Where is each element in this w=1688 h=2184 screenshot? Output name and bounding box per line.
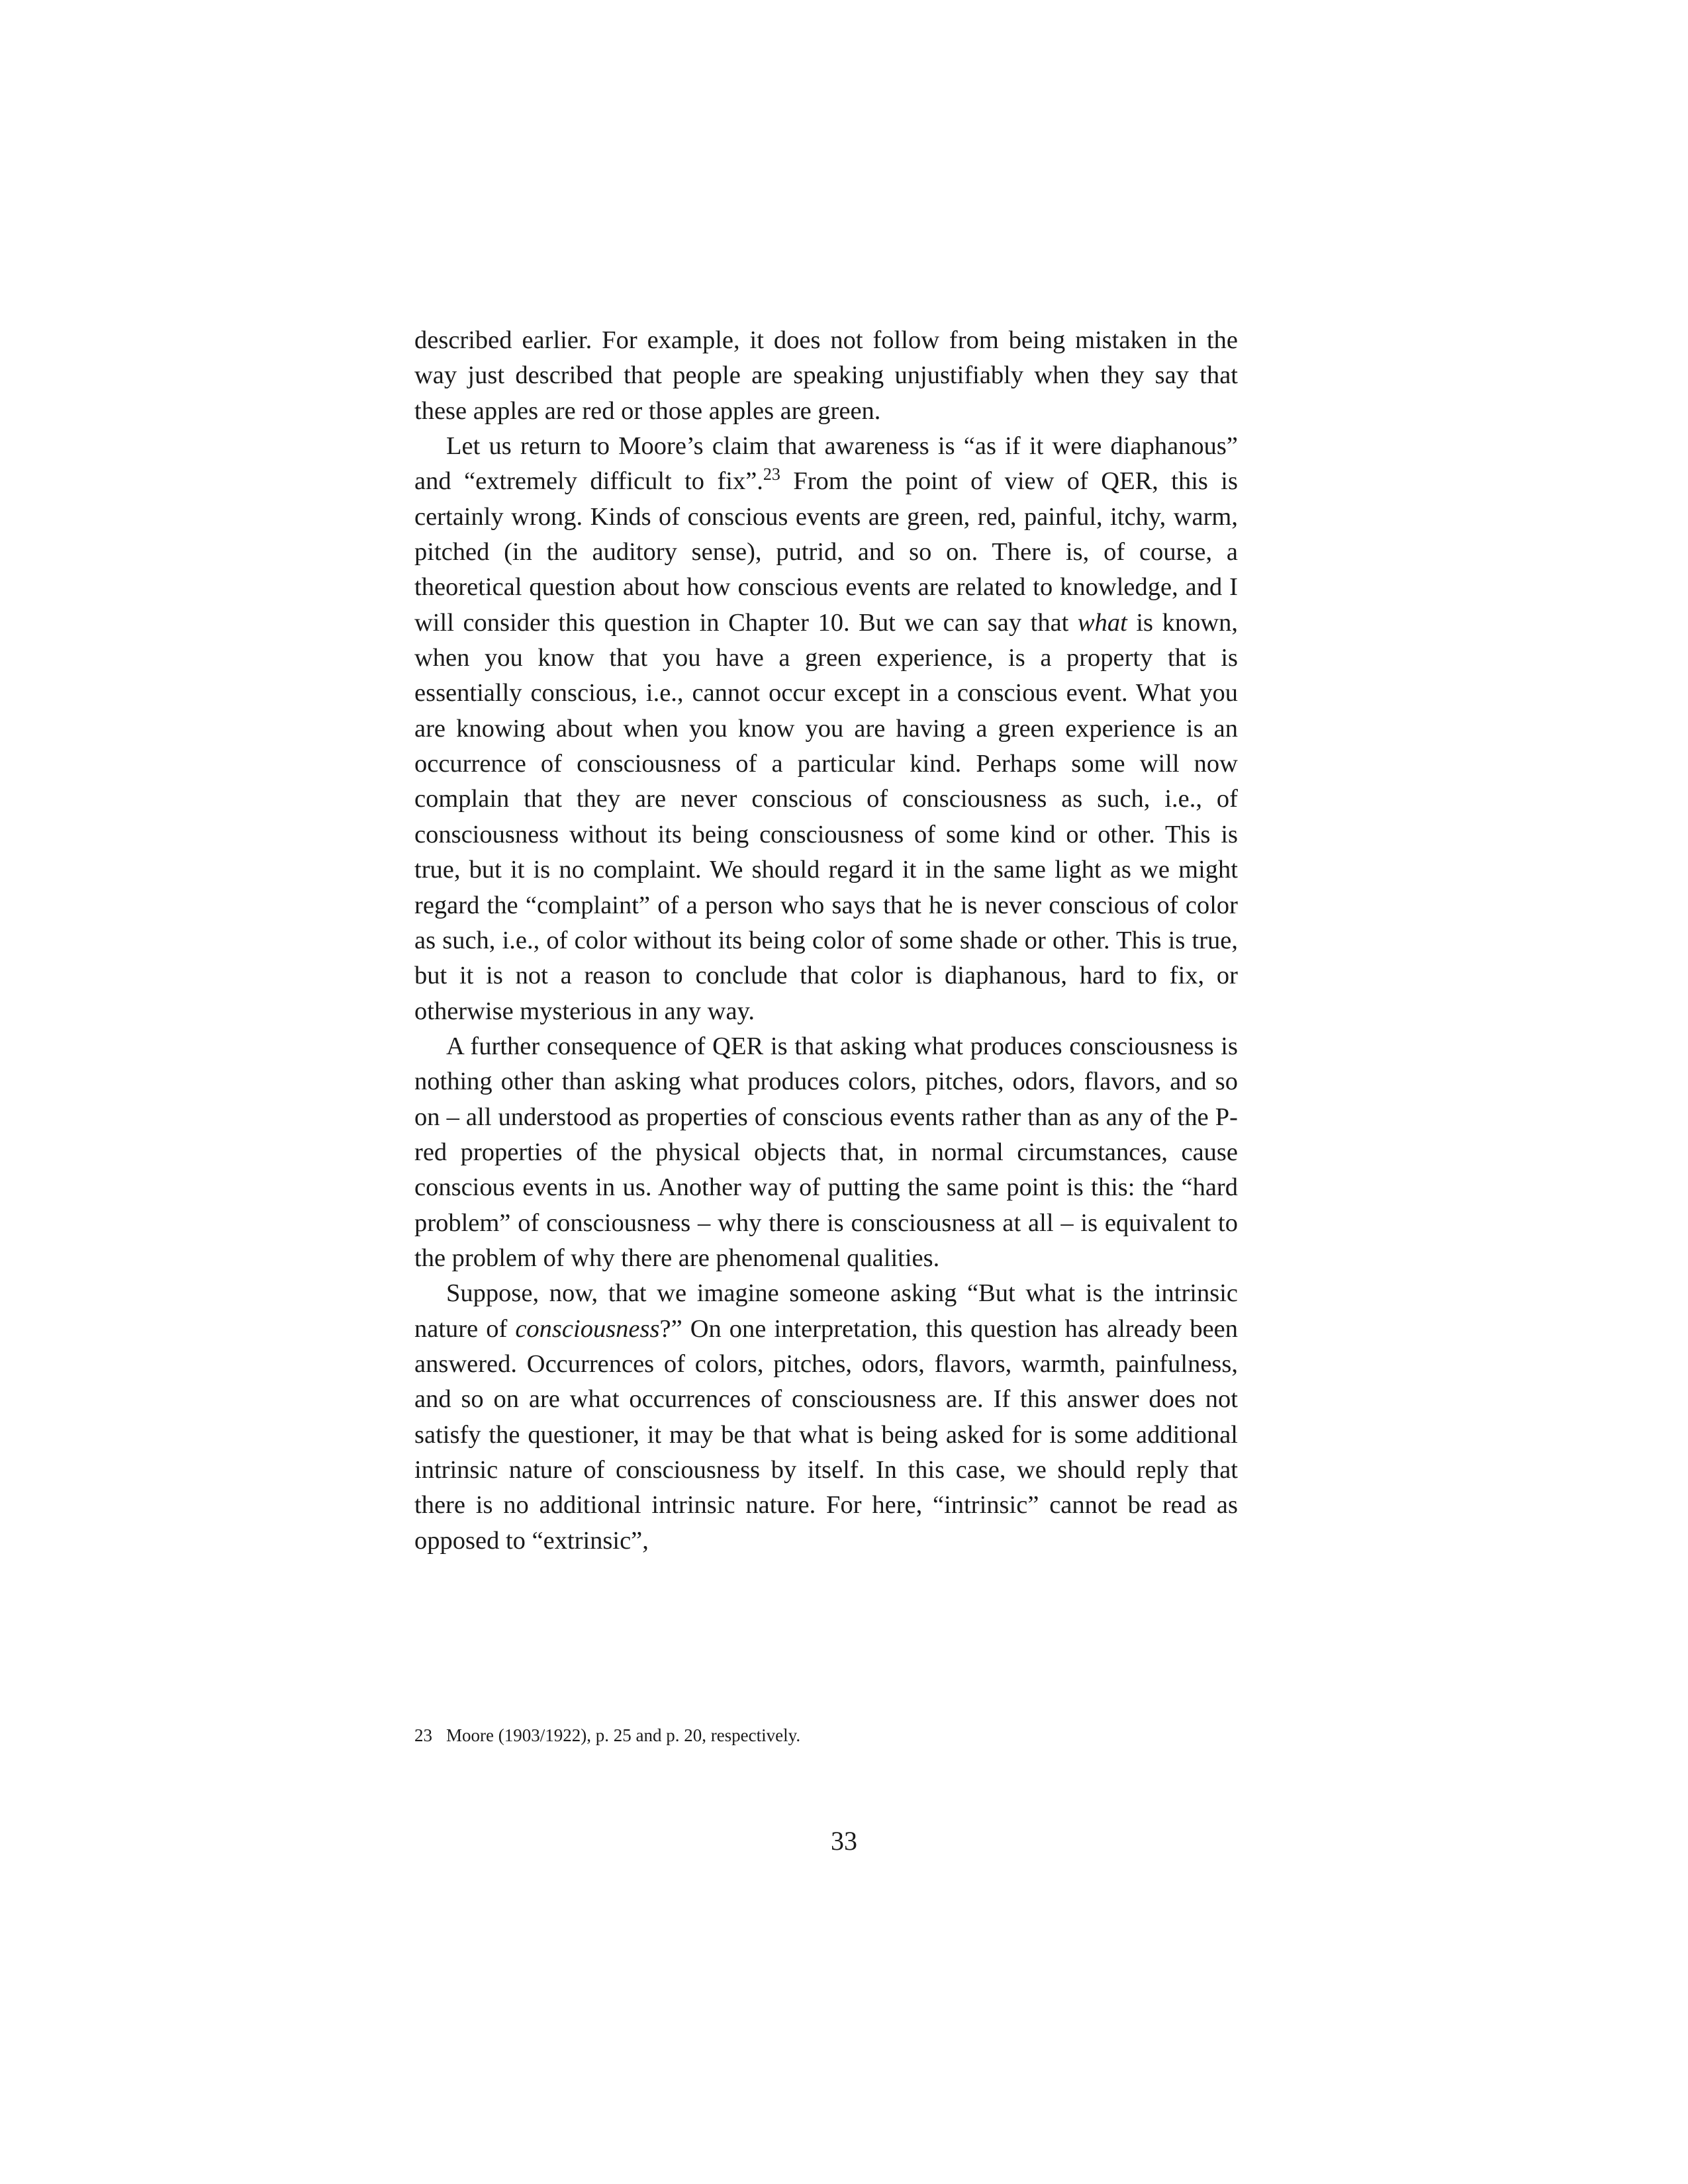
paragraph-2-part-1: Let us return to Moore’s claim that awareness is “as if it were diaphanous” and “extremely difficult to fix”. [414,432,1238,496]
footnote-number: 23 [414,1725,432,1745]
page-number: 33 [831,1826,857,1856]
emphasis-consciousness: consciousness [515,1314,660,1343]
emphasis-what: what [1077,608,1127,637]
body-text [414,323,1238,1559]
paragraph-2-part-2: From the point of view of QER, this is certainly wrong. Kinds of conscious events are green, red, painful, itchy, warm, pitched (in the auditory sense), putrid, and so on. There is, of course, a theoretical question about how conscious events are related to knowledge, and I will consider this question in Chapter 10. But we can say that [414,467,1238,637]
paragraph-4-part-2: ?” On one interpretation, this question has already been answered. Occurrences of colors, pitches, odors, flavors, warmth, painfulness, and so on are what occurrences of consciousness are. If this answer does not satisfy the questioner, it may be that what is being asked for is some additional intrinsic nature of consciousness by itself. In this case, we should reply that there is no additional intrinsic nature. For here, “intrinsic” cannot be read as opposed to “extrinsic”, [414,1314,1238,1555]
footnote [414,1723,1238,1747]
paragraph-2-part-3: is known, when you know that you have a green experience, is a property that is essentially conscious, i.e., cannot occur except in a conscious event. What you are knowing about when you know you are having a green experience is an occurrence of consciousness of a particular kind. Perhaps some will now complain that they are never conscious of consciousness as such, i.e., of consciousness without its being consciousness of some kind or other. This is true, but it is no complaint. We should regard it in the same light as we might regard the “complaint” of a person who says that he is never conscious of color as such, i.e., of color without its being color of some shade or other. This is true, but it is not a reason to conclude that color is diaphanous, hard to fix, or otherwise mysterious in any way. [414,608,1238,1025]
paragraph-4-part-1: Suppose, now, that we imagine someone asking “But what is the intrinsic nature of [414,1279,1238,1343]
footnote-text: Moore (1903/1922), p. 25 and p. 20, respectively. [446,1725,801,1745]
paragraph-3: A further consequence of QER is that asking what produces consciousness is nothing other than asking what produces colors, pitches, odors, flavors, and so on – all understood as properties of conscious events rather than as any of the P-red properties of the physical objects that, in normal circumstances, cause conscious events in us. Another way of putting the same point is this: the “hard problem” of consciousness – why there is consciousness at all – is equivalent to the problem of why there are phenomenal qualities. [414,1032,1238,1272]
footnote-reference[interactable]: 23 [763,465,780,484]
paragraph-2 [414,429,1238,1029]
paragraph-4 [414,1276,1238,1559]
paragraph-1: described earlier. For example, it does not follow from being mistaken in the way just described that people are speaking unjustifiably when they say that these apples are red or those apples are green. [414,326,1238,425]
